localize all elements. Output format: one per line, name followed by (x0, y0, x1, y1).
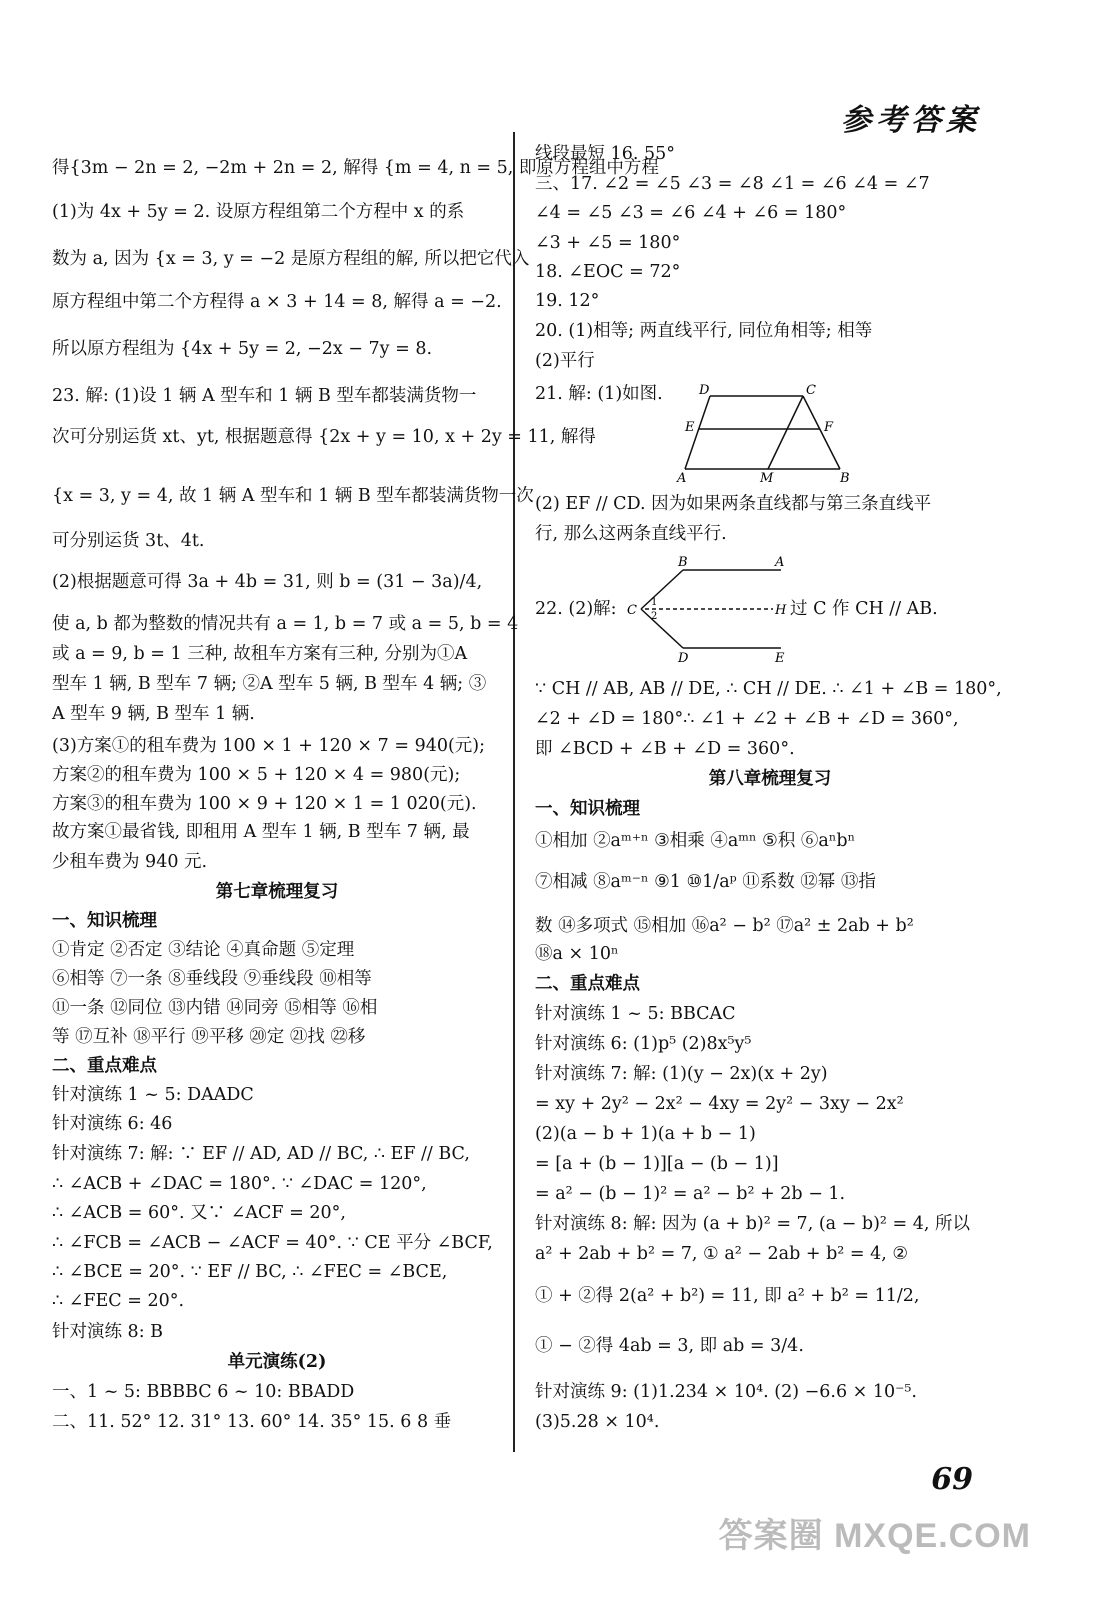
fig21-label-D: D (699, 384, 710, 398)
fig22-label-C: C (627, 603, 637, 618)
text-line: 次可分别运货 xt、yt, 根据题意得 {2x + y = 10, x + 2y = 11, 解得 (52, 427, 596, 447)
text-line: 方案③的租车费为 100 × 9 + 120 × 1 = 1 020(元). (52, 794, 477, 814)
figure-22-parallel-lines (623, 552, 793, 662)
text-line: ①肯定 ②否定 ③结论 ④真命题 ⑤定理 (52, 940, 355, 960)
fig21-label-A: A (677, 471, 687, 484)
text-line: ⑪一条 ⑫同位 ⑬内错 ⑭同旁 ⑮相等 ⑯相 (52, 998, 378, 1018)
section-title: 单元演练(2) (227, 1352, 327, 1372)
fig22-label-D: D (678, 651, 689, 662)
text-line: (3)5.28 × 10⁴. (535, 1412, 660, 1432)
text-line: 18. ∠EOC = 72° (535, 262, 681, 282)
section-title: 第八章梳理复习 (708, 769, 832, 789)
text-line: 原方程组中第二个方程得 a × 3 + 14 = 8, 解得 a = −2. (52, 292, 502, 312)
text-line: ∴ ∠FEC = 20°. (52, 1291, 185, 1311)
text-line: 19. 12° (535, 291, 600, 311)
text-line: ∠3 + ∠5 = 180° (535, 233, 681, 253)
text-line: 方案②的租车费为 100 × 5 + 120 × 4 = 980(元); (52, 765, 461, 785)
text-line: {x = 3, y = 4, 故 1 辆 A 型车和 1 辆 B 型车都装满货物一次 (52, 486, 534, 506)
text-line: 针对演练 8: B (52, 1322, 164, 1342)
fig21-label-B: B (840, 471, 850, 484)
text-line: ∴ ∠ACB = 60°. 又∵ ∠ACF = 20°, (52, 1203, 346, 1223)
text-line: 针对演练 7: 解: (1)(y − 2x)(x + 2y) (535, 1064, 828, 1084)
text-line: ∴ ∠ACB + ∠DAC = 180°. ∵ ∠DAC = 120°, (52, 1174, 427, 1194)
page-header: 参考答案 (841, 103, 981, 138)
text-line: 使 a, b 都为整数的情况共有 a = 1, b = 7 或 a = 5, b = 4 (52, 614, 519, 634)
watermark: 答案圈 MXQE.COM (718, 1517, 1031, 1555)
subsection-title: 二、重点难点 (52, 1056, 157, 1076)
text-line: 22. (2)解: (535, 599, 617, 619)
section-title: 第七章梳理复习 (215, 882, 339, 902)
text-line: ① + ②得 2(a² + b²) = 11, 即 a² + b² = 11/2, (535, 1286, 920, 1306)
column-divider (513, 132, 515, 1452)
text-line: 23. 解: (1)设 1 辆 A 型车和 1 辆 B 型车都装满货物一 (52, 386, 477, 406)
text-line: ∴ ∠FCB = ∠ACB − ∠ACF = 40°. ∵ CE 平分 ∠BCF, (52, 1233, 493, 1253)
text-line: 或 a = 9, b = 1 三种, 故租车方案有三种, 分别为①A (52, 644, 468, 664)
fig22-angle-2: 2 (651, 611, 658, 622)
text-line: ⑥相等 ⑦一条 ⑧垂线段 ⑨垂线段 ⑩相等 (52, 969, 372, 989)
subsection-title: 二、重点难点 (535, 974, 640, 994)
text-line: 线段最短 16. 55° (535, 144, 675, 164)
text-line: ∠2 + ∠D = 180°∴ ∠1 + ∠2 + ∠B + ∠D = 360°, (535, 709, 959, 729)
text-line: 即 ∠BCD + ∠B + ∠D = 360°. (535, 739, 795, 759)
text-line: 20. (1)相等; 两直线平行, 同位角相等; 相等 (535, 321, 873, 341)
subsection-title: 一、知识梳理 (52, 911, 157, 931)
fig21-label-M: M (760, 471, 774, 484)
fig22-label-E: E (775, 651, 785, 662)
text-line: 所以原方程组为 {4x + 5y = 2, −2x − 7y = 8. (52, 339, 433, 359)
page-number: 69 (931, 1462, 973, 1497)
fig22-label-A: A (775, 555, 785, 570)
text-line: (2) EF // CD. 因为如果两条直线都与第三条直线平 (535, 494, 932, 514)
fig21-label-F: F (824, 420, 834, 435)
text-line: 三、17. ∠2 = ∠5 ∠3 = ∠8 ∠1 = ∠6 ∠4 = ∠7 (535, 174, 930, 194)
fig21-label-E: E (685, 420, 695, 435)
figure-21-trapezoid (675, 384, 855, 484)
text-line: 少租车费为 940 元. (52, 852, 208, 872)
text-line: 二、11. 52° 12. 31° 13. 60° 14. 35° 15. 6 8 垂 (52, 1412, 452, 1432)
fig21-label-C: C (806, 384, 816, 398)
text-line: 针对演练 6: 46 (52, 1114, 173, 1134)
text-line: 针对演练 8: 解: 因为 (a + b)² = 7, (a − b)² = 4, 所以 (535, 1214, 970, 1234)
text-line: ① − ②得 4ab = 3, 即 ab = 3/4. (535, 1336, 804, 1356)
text-line: 行, 那么这两条直线平行. (535, 524, 727, 544)
text-line: 针对演练 9: (1)1.234 × 10⁴. (2) −6.6 × 10⁻⁵. (535, 1382, 917, 1402)
subsection-title: 一、知识梳理 (535, 799, 640, 819)
text-line: 针对演练 1 ~ 5: BBCAC (535, 1004, 736, 1024)
text-line: 针对演练 1 ~ 5: DAADC (52, 1085, 254, 1105)
text-line: ⑦相减 ⑧aᵐ⁻ⁿ ⑨1 ⑩1/aᵖ ⑪系数 ⑫幂 ⑬指 (535, 872, 876, 892)
text-line: ①相加 ②aᵐ⁺ⁿ ③相乘 ④aᵐⁿ ⑤积 ⑥aⁿbⁿ (535, 831, 856, 851)
text-line: 针对演练 6: (1)p⁵ (2)8x⁵y⁵ (535, 1034, 752, 1054)
text-line: ∵ CH // AB, AB // DE, ∴ CH // DE. ∴ ∠1 + ∠B = 180°, (535, 679, 1002, 699)
text-line: 针对演练 7: 解: ∵ EF // AD, AD // BC, ∴ EF // BC, (52, 1144, 470, 1164)
text-line: ∴ ∠BCE = 20°. ∵ EF // BC, ∴ ∠FEC = ∠BCE, (52, 1262, 448, 1282)
text-line: 等 ⑰互补 ⑱平行 ⑲平移 ⑳定 ㉑找 ㉒移 (52, 1027, 366, 1047)
text-line: 过 C 作 CH // AB. (790, 599, 938, 619)
text-line: (2)平行 (535, 351, 595, 371)
text-line: 一、1 ~ 5: BBBBC 6 ~ 10: BBADD (52, 1382, 355, 1402)
text-line: 可分别运货 3t、4t. (52, 531, 205, 551)
text-line: 得{3m − 2n = 2, −2m + 2n = 2, 解得 {m = 4, n = 5, 即原方程组中方程 (52, 158, 659, 178)
text-line: = a² − (b − 1)² = a² − b² + 2b − 1. (535, 1184, 846, 1204)
text-line: ⑱a × 10ⁿ (535, 944, 619, 964)
fig22-label-B: B (678, 555, 688, 570)
fig22-label-H: H (775, 603, 787, 618)
text-line: 数 ⑭多项式 ⑮相加 ⑯a² − b² ⑰a² ± 2ab + b² (535, 916, 914, 936)
text-line: = [a + (b − 1)][a − (b − 1)] (535, 1154, 779, 1174)
text-line: (3)方案①的租车费为 100 × 1 + 120 × 7 = 940(元); (52, 736, 486, 756)
text-line: a² + 2ab + b² = 7, ① a² − 2ab + b² = 4, ② (535, 1244, 909, 1264)
text-line: 21. 解: (1)如图. (535, 384, 663, 404)
text-line: (2)(a − b + 1)(a + b − 1) (535, 1124, 756, 1144)
text-line: = xy + 2y² − 2x² − 4xy = 2y² − 3xy − 2x² (535, 1094, 904, 1114)
text-line: (1)为 4x + 5y = 2. 设原方程组第二个方程中 x 的系 (52, 202, 465, 222)
fig22-angle-1: 1 (651, 597, 658, 608)
text-line: ∠4 = ∠5 ∠3 = ∠6 ∠4 + ∠6 = 180° (535, 203, 847, 223)
text-line: 故方案①最省钱, 即租用 A 型车 1 辆, B 型车 7 辆, 最 (52, 822, 470, 842)
text-line: 数为 a, 因为 {x = 3, y = −2 是原方程组的解, 所以把它代入 (52, 249, 530, 269)
text-line: (2)根据题意可得 3a + 4b = 31, 则 b = (31 − 3a)/4, (52, 572, 483, 592)
text-line: 型车 1 辆, B 型车 7 辆; ②A 型车 5 辆, B 型车 4 辆; ③ (52, 674, 487, 694)
text-line: A 型车 9 辆, B 型车 1 辆. (52, 704, 255, 724)
